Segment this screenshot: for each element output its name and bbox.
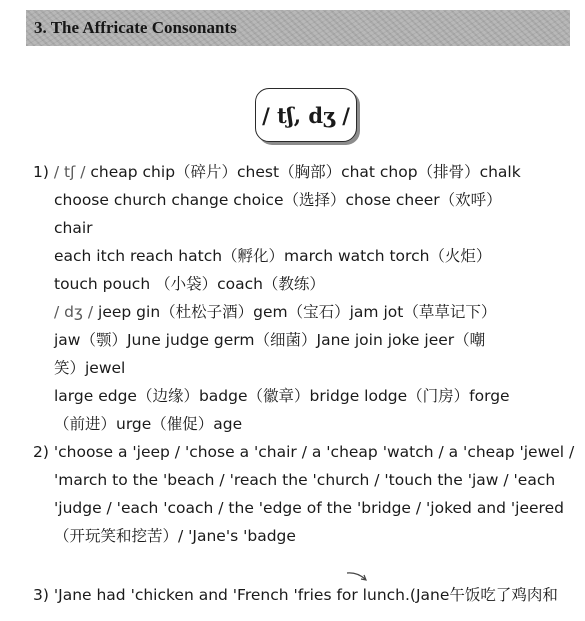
item2-first-line xyxy=(33,442,574,462)
item1-first-line xyxy=(33,162,521,182)
tsh-symbol: / tʃ / xyxy=(53,163,86,181)
item3-sentence-line1: 'Jane had 'chicken and 'French 'fries for lunch.(Jane午饭吃了鸡肉和 xyxy=(53,586,558,604)
item1-words-line1: cheap chip（碎片）chest（胸部）chat chop（排骨）chalk xyxy=(90,163,521,181)
item1-words-line5: touch pouch （小袋）coach（教练） xyxy=(54,275,325,293)
item2-phrases-line2: 'march to the 'beach / 'reach the 'church / 'touch the 'jaw / 'each xyxy=(54,471,556,489)
item1-number: 1) xyxy=(33,163,49,181)
item1-words-line3: chair xyxy=(54,219,93,237)
ipa-heading: / tʃ, dʒ / xyxy=(262,102,350,128)
item1-words-line4: each itch reach hatch（孵化）march watch torch（火炬） xyxy=(54,247,492,265)
item2-phrases-line1: 'choose a 'jeep / 'chose a 'chair / a 'cheap 'watch / a 'cheap 'jewel / xyxy=(53,443,575,461)
section-title: 3. The Affricate Consonants xyxy=(34,18,237,37)
item1-words-line10: （前进）urge（催促）age xyxy=(54,415,243,433)
item3-first-line xyxy=(33,585,558,605)
item3-number: 3) xyxy=(33,586,49,604)
item1-words-line6: jeep gin（杜松子酒）gem（宝石）jam jot（草草记下） xyxy=(98,303,497,321)
ipa-heading-box xyxy=(255,88,357,142)
item2-number: 2) xyxy=(33,443,49,461)
item1-words-line2: choose church change choice（选择）chose cheer（欢呼） xyxy=(54,191,502,209)
item1-words-line7: jaw（颚）June judge germ（细菌）Jane join joke jeer（嘲 xyxy=(54,331,486,349)
item1-words-line9: large edge（边缘）badge（徽章）bridge lodge（门房）forge xyxy=(54,387,510,405)
item1-words-line8: 笑）jewel xyxy=(54,359,126,377)
item2-phrases-line4: （开玩笑和挖苦）/ 'Jane's 'badge xyxy=(54,527,296,545)
item2-phrases-line3: 'judge / 'each 'coach / the 'edge of the 'bridge / 'joked and 'jeered xyxy=(54,499,564,517)
dzh-symbol: / dʒ / xyxy=(54,303,94,321)
item1-dzh-line xyxy=(54,302,496,322)
intonation-arrow-icon xyxy=(345,570,371,584)
